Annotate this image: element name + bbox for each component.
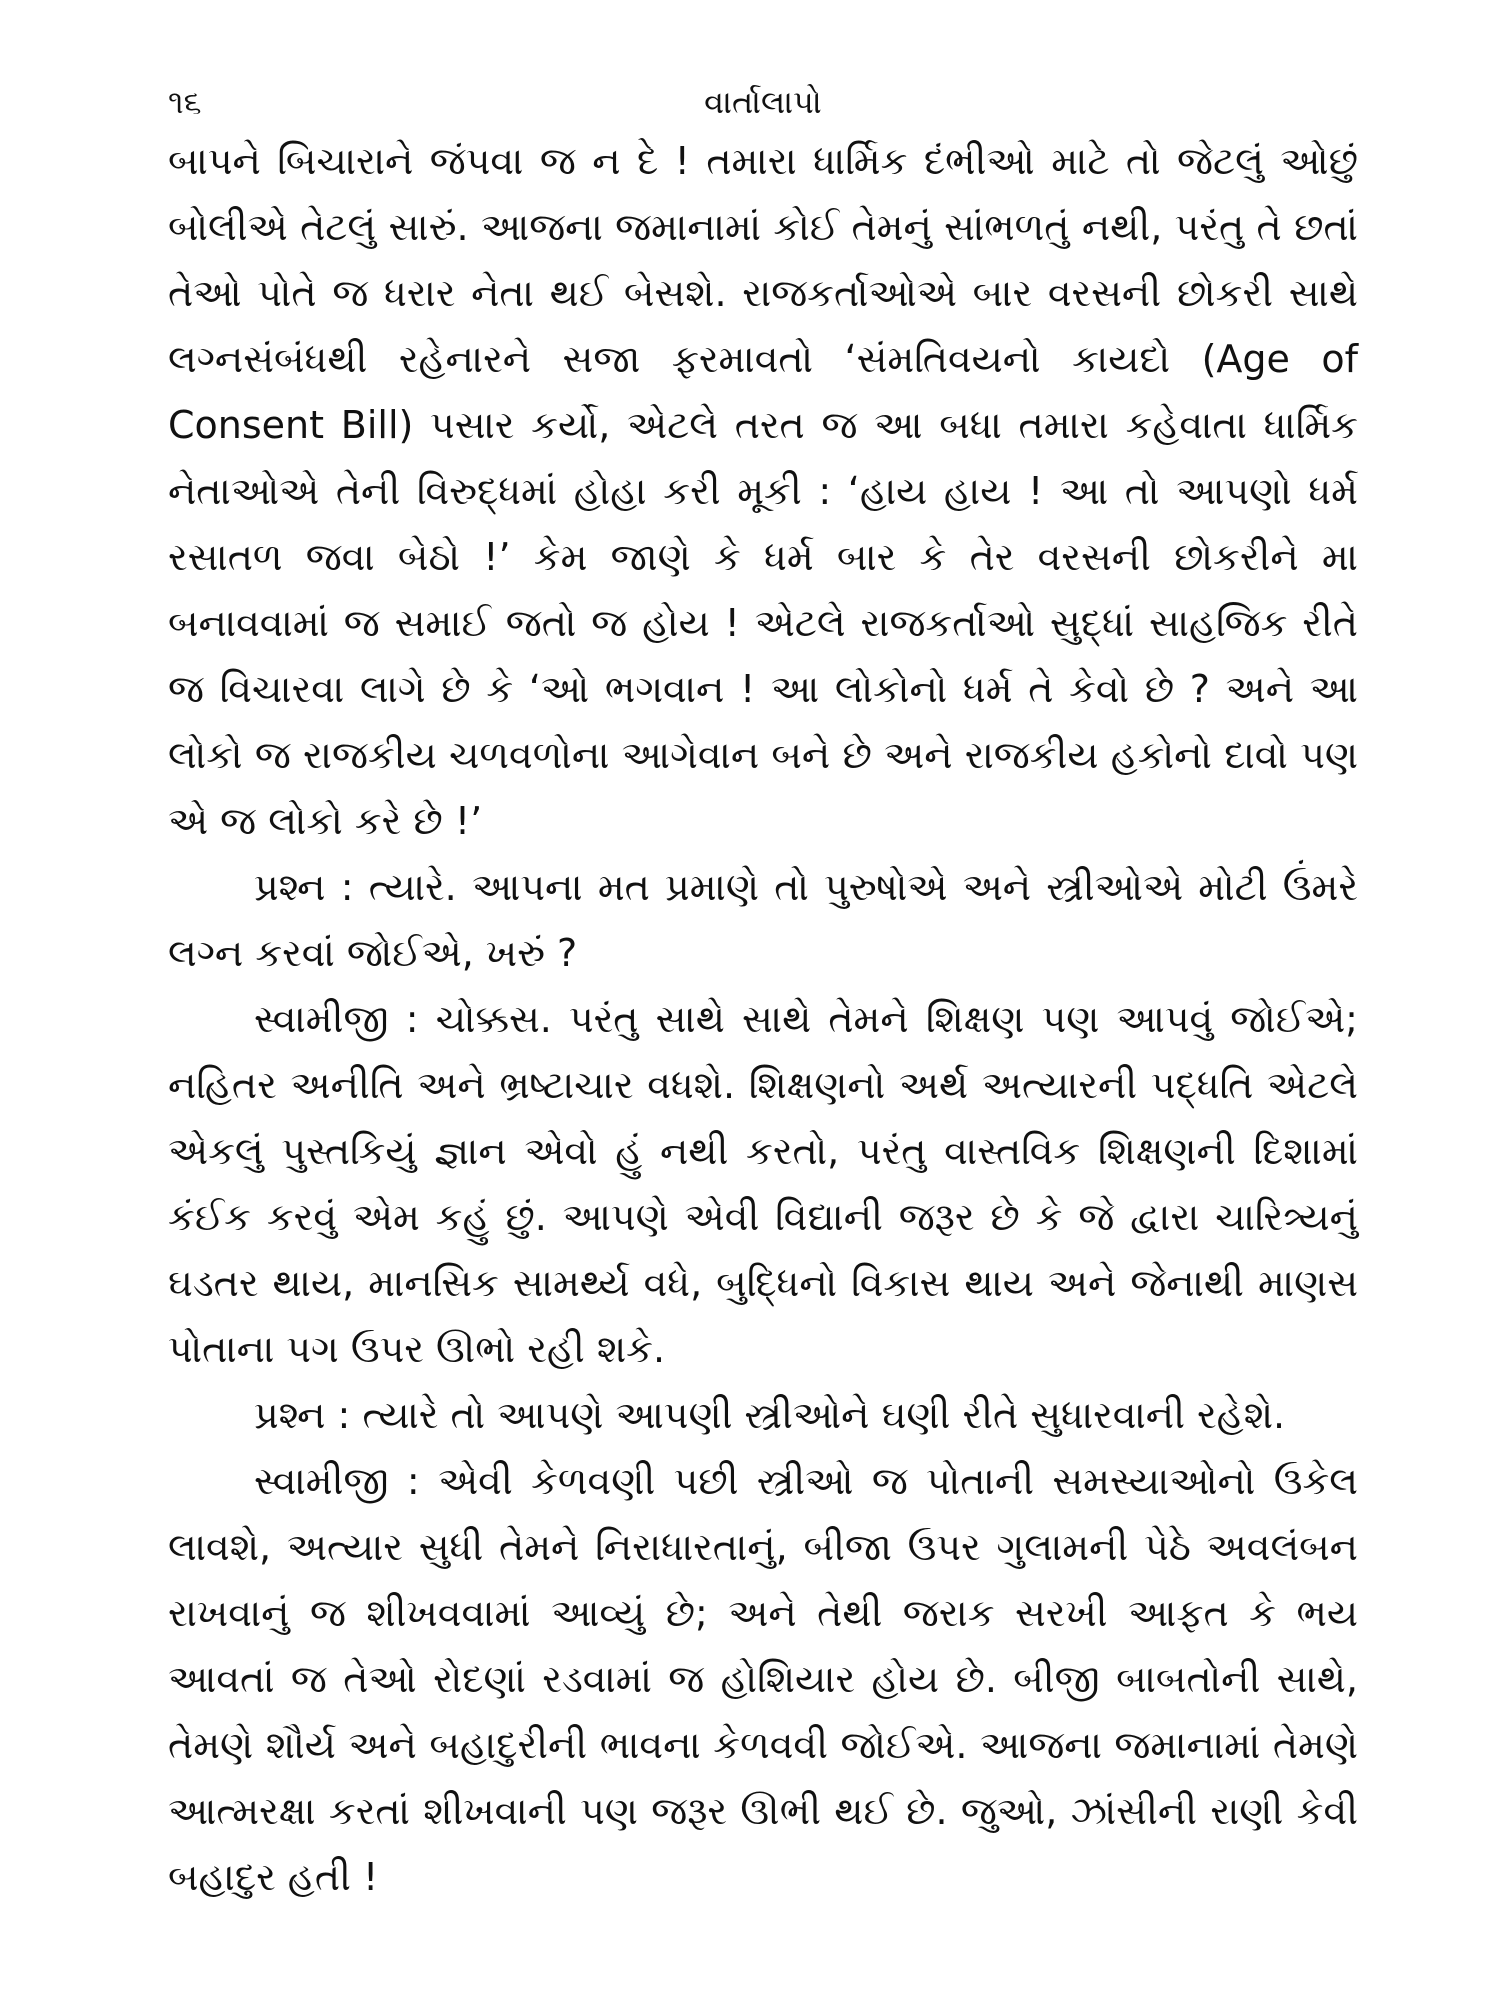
paragraph-question: પ્રશ્ન : ત્યારે. આપના મત પ્રમાણે તો પુરુષોએ અને સ્ત્રીઓએ મોટી ઉંમરે લગ્ન કરવાં જોઈએ, ખરું ? — [168, 865, 1358, 975]
page-header — [168, 72, 1358, 132]
running-title: વાર્તાલાપો — [704, 83, 822, 121]
paragraph-answer: સ્વામીજી : ચોક્કસ. પરંતુ સાથે સાથે તેમને શિક્ષણ પણ આપવું જોઈએ; નહિતર અનીતિ અને ભ્રષ્ટાચાર વધશે. શિક્ષણનો અર્થ અત્યારની પદ્ધતિ એટલે એકલું પુસ્તકિયું જ્ઞાન એવો હું નથી કરતો, પરંતુ વાસ્તવિક શિક્ષણની દિશામાં કંઈક કરવું એમ કહું છું. આપણે એવી વિદ્યાની જરૂર છે કે જે દ્વારા ચારિત્ર્યનું ઘડતર થાય, માનસિક સામર્થ્ય વધે, બુદ્ધિનો વિકાસ થાય અને જેનાથી માણસ પોતાના પગ ઉપર ઊભો રહી શકે. — [168, 997, 1358, 1371]
paragraph-answer: સ્વામીજી : એવી કેળવણી પછી સ્ત્રીઓ જ પોતાની સમસ્યાઓનો ઉકેલ લાવશે, અત્યાર સુધી તેમને નિરાધારતાનું, બીજા ઉપર ગુલામની પેઠે અવલંબન રાખવાનું જ શીખવવામાં આવ્યું છે; અને તેથી જરાક સરખી આફત કે ભય આવતાં જ તેઓ રોદણાં રડવામાં જ હોશિયાર હોય છે. બીજી બાબતોની સાથે, તેમણે શૌર્ય અને બહાદુરીની ભાવના કેળવવી જોઈએ. આજના જમાનામાં તેમણે આત્મરક્ષા કરતાં શીખવાની પણ જરૂર ઊભી થઈ છે. જુઓ, ઝાંસીની રાણી કેવી બહાદુર હતી ! — [168, 1459, 1358, 1899]
paragraph-question: પ્રશ્ન : ત્યારે તો આપણે આપણી સ્ત્રીઓને ઘણી રીતે સુધારવાની રહેશે. — [254, 1393, 1286, 1437]
page-number: ૧૬ — [168, 83, 202, 121]
paragraph-continuation: બાપને બિચારાને જંપવા જ ન દે ! તમારા ધાર્મિક દંભીઓ માટે તો જેટલું ઓછું બોલીએ તેટલું સારું. આજના જમાનામાં કોઈ તેમનું સાંભળતું નથી, પરંતુ તે છતાં તેઓ પોતે જ ધરાર નેતા થઈ બેસશે. રાજકર્તાઓએ બાર વરસની છોકરી સાથે લગ્નસંબંધથી રહેનારને સજા ફરમાવતો ‘સંમતિવયનો કાયદો (Age of Consent Bill) પસાર કર્યો, એટલે તરત જ આ બધા તમારા કહેવાતા ધાર્મિક નેતાઓએ તેની વિરુદ્ધમાં હોહા કરી મૂકી : ‘હાય હાય ! આ તો આપણો ધર્મ રસાતળ જવા બેઠો !’ કેમ જાણે કે ધર્મ બાર કે તેર વરસની છોકરીને મા બનાવવામાં જ સમાઈ જતો જ હોય ! એટલે રાજકર્તાઓ સુદ્ધાં સાહજિક રીતે જ વિચારવા લાગે છે કે ‘ઓ ભગવાન ! આ લોકોનો ધર્મ તે કેવો છે ? અને આ લોકો જ રાજકીય ચળવળોના આગેવાન બને છે અને રાજકીય હકોનો દાવો પણ એ જ લોકો કરે છે !’ — [168, 139, 1358, 843]
body-text — [168, 128, 1358, 1910]
